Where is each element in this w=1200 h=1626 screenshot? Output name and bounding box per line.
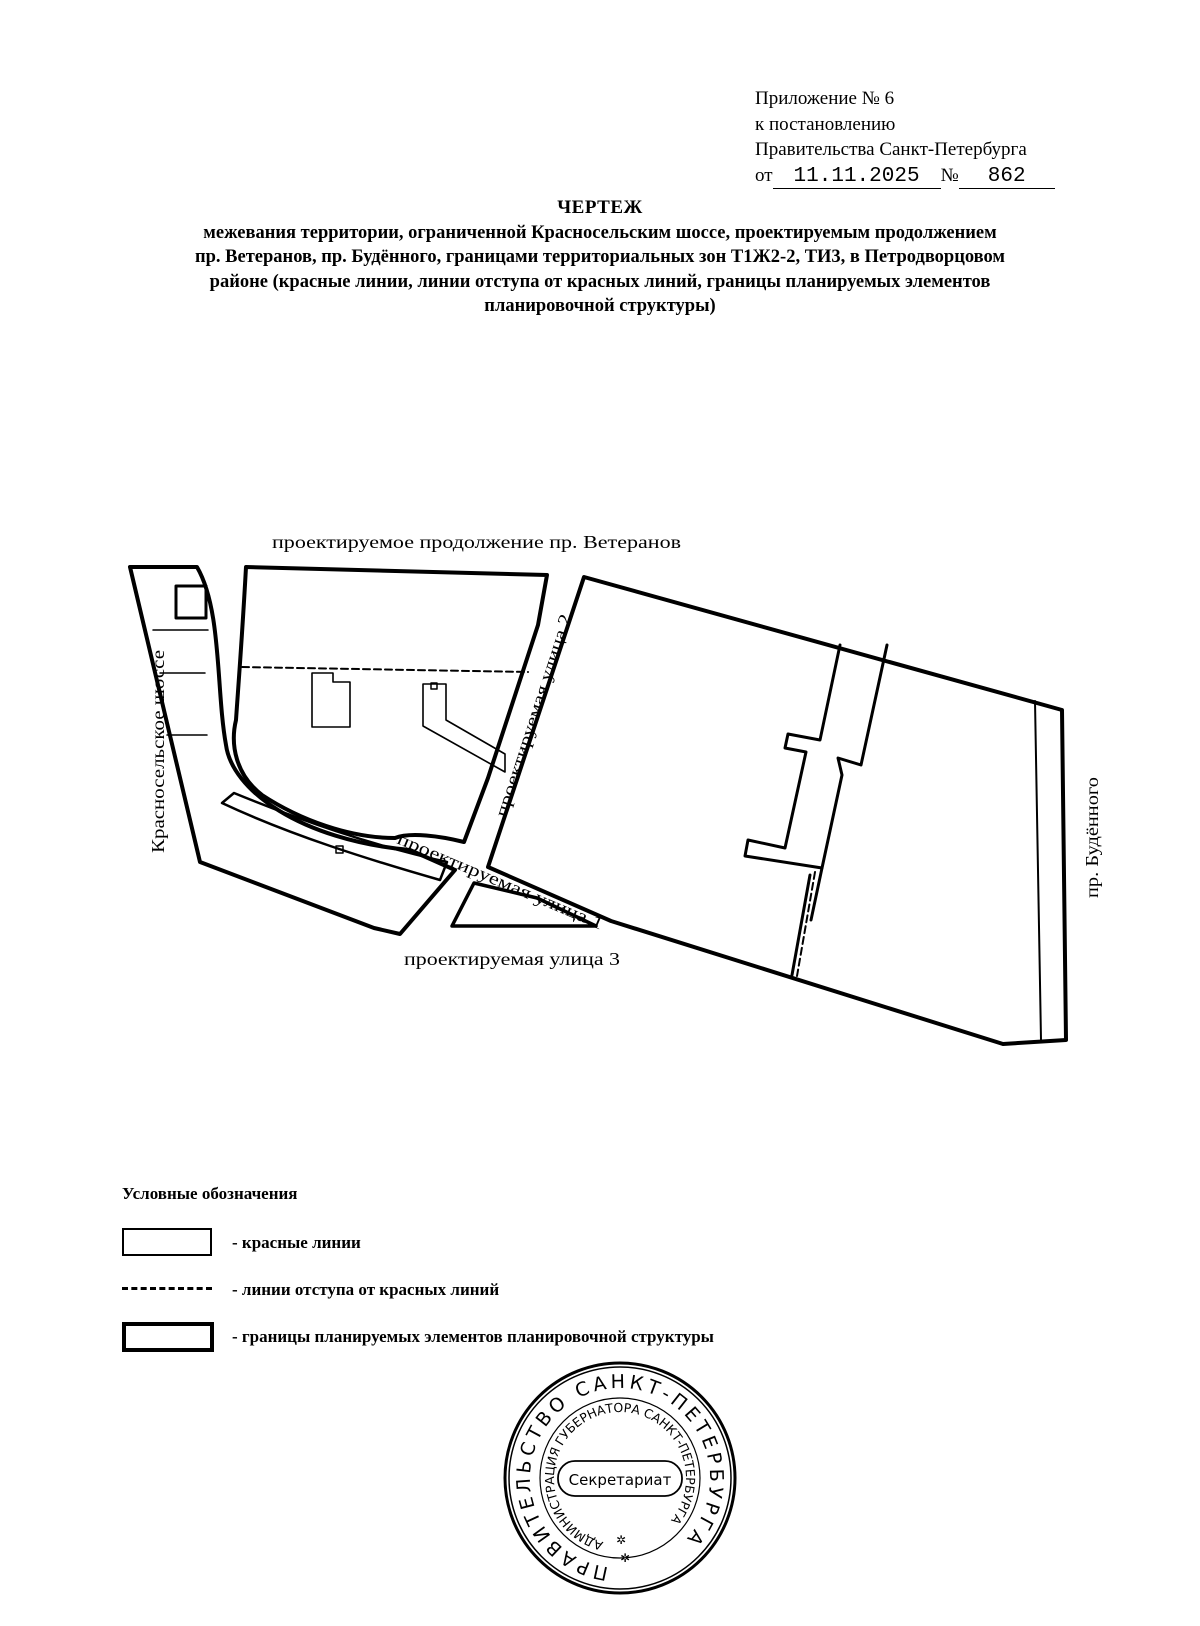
from-label: от (755, 164, 773, 186)
number-label: № (940, 164, 959, 186)
resolution-number: 862 (959, 166, 1055, 189)
legend-label-planning-boundaries: - границы планируемых элементов планировочной структуры (232, 1327, 714, 1346)
label-street-3: проектируемая улица 3 (404, 949, 621, 969)
title-line-1: межевания территории, ограниченной Красносельским шоссе, проектируемым продолжением (203, 222, 997, 243)
annex-title: Приложение № 6 (755, 88, 895, 109)
seal-center-text: Секретариат (568, 1471, 672, 1489)
seal-star-icon: ✲ (616, 1533, 627, 1547)
nw-building-1 (312, 673, 350, 727)
east-inner-strip (1035, 701, 1041, 1040)
label-veteranov: проектируемое продолжение пр. Ветеранов (272, 532, 681, 552)
title-heading: ЧЕРТЕЖ (557, 197, 643, 218)
label-street-1: проектируемая улица 1 (394, 828, 561, 915)
legend-label-red-lines: - красные линии (232, 1233, 361, 1252)
legend-title: Условные обозначения (122, 1184, 298, 1203)
title-line-3: районе (красные линии, линии отступа от красных линий, границы планируемых элементов (209, 271, 991, 292)
setback-lines-symbol (122, 1287, 212, 1290)
seal-inner-text: АДМИНИСТРАЦИЯ ГУБЕРНАТОРА САНКТ-ПЕТЕРБУРГА (541, 1399, 699, 1554)
title-line-4: планировочной структуры) (484, 296, 716, 316)
planning-boundaries-symbol (122, 1322, 214, 1352)
west-strip-outer (130, 567, 455, 934)
nw-setback-line (242, 667, 528, 672)
annex-line-2: к постановлению (755, 113, 896, 135)
official-seal (500, 1358, 740, 1598)
legend-label-setback-lines: - линии отступа от красных линий (232, 1280, 500, 1299)
red-lines-symbol (122, 1228, 212, 1256)
label-street-2: проектируемая улица 2 (490, 649, 564, 820)
east-quarter-boundary (488, 577, 1066, 1044)
small-building (176, 586, 206, 618)
label-krasnoselskoe: Красносельское шоссе (148, 683, 168, 853)
resolution-date: 11.11.2025 (773, 166, 941, 189)
east-internal-road (745, 645, 887, 868)
seal-star-icon-2: ✲ (620, 1551, 631, 1565)
seal-outer-text: ПРАВИТЕЛЬСТВО САНКТ-ПЕТЕРБУРГА (512, 1370, 728, 1585)
label-budennogo: пр. Будённого (1082, 794, 1102, 898)
title-line-2: пр. Ветеранов, пр. Будённого, границами территориальных зон Т1Ж2-2, ТИ3, в Петродворцовом (194, 247, 1006, 267)
annex-line-3: Правительства Санкт-Петербурга (755, 139, 1027, 160)
